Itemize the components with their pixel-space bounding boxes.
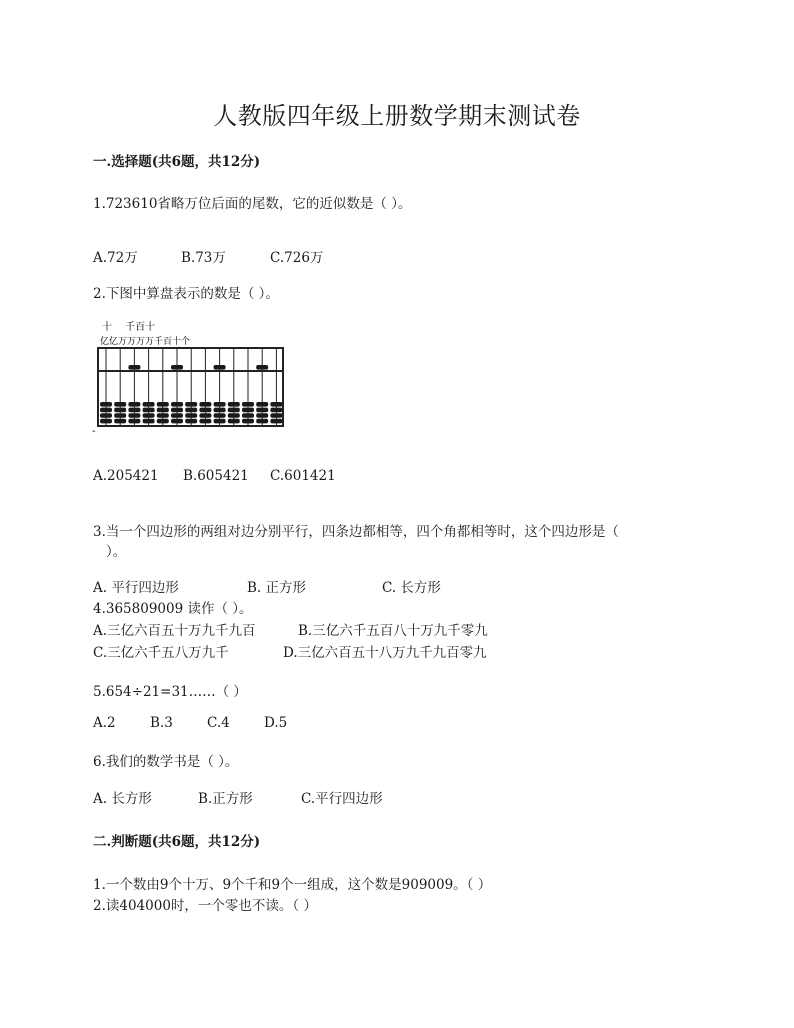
section-heading-choice: 一.选择题(共6题，共12分): [93, 154, 261, 170]
abacus-bead: [114, 408, 126, 413]
abacus-bead: [143, 419, 155, 424]
q5-option-c: C.4: [207, 715, 230, 731]
q2-option-a: A.205421: [93, 468, 159, 484]
abacus-bead: [214, 408, 226, 413]
abacus-bead: [256, 402, 268, 407]
abacus-mark: -: [92, 426, 96, 437]
abacus-bead: [256, 413, 268, 418]
abacus-upper-bead: [256, 365, 268, 370]
abacus-labels-top: 十 千百十: [102, 322, 156, 333]
question-2: 2.下图中算盘表示的数是（ ）。: [93, 286, 279, 302]
q4-option-c: C.三亿六千五八万九千: [93, 645, 229, 661]
judgement-question-2: 2.读404000时，一个零也不读。（ ）: [93, 898, 317, 914]
q4-option-d: D.三亿六百五十八万九千九百零九: [283, 645, 487, 661]
judgement-question-1: 1.一个数由9个十万、9个千和9个一组成，这个数是909009。（ ）: [93, 877, 492, 893]
q6-option-a: A. 长方形: [93, 791, 152, 807]
abacus-bead: [214, 413, 226, 418]
abacus-bead: [199, 408, 211, 413]
abacus-bead: [228, 419, 240, 424]
abacus-bead: [171, 402, 183, 407]
abacus-bead: [199, 402, 211, 407]
abacus-bead: [143, 408, 155, 413]
abacus-bead: [171, 413, 183, 418]
abacus-bead: [157, 413, 169, 418]
question-4: 4.365809009 读作（ ）。: [93, 601, 253, 617]
abacus-bead: [242, 408, 254, 413]
question-5: 5.654÷21=31……（ ）: [93, 684, 247, 700]
abacus-bead: [228, 413, 240, 418]
abacus-bead: [270, 408, 282, 413]
abacus-bead: [242, 402, 254, 407]
abacus-bead: [128, 413, 140, 418]
abacus-upper-bead: [171, 365, 183, 370]
abacus-svg: [92, 318, 292, 438]
abacus-bead: [128, 408, 140, 413]
abacus-bead: [114, 402, 126, 407]
abacus-bead: [128, 419, 140, 424]
abacus-bead: [242, 413, 254, 418]
abacus-bead: [100, 419, 112, 424]
question-3-line1: 3.当一个四边形的两组对边分别平行，四条边都相等，四个角都相等时，这个四边形是（: [93, 524, 619, 540]
abacus-bead: [256, 408, 268, 413]
abacus-bead: [100, 402, 112, 407]
abacus-bead: [270, 402, 282, 407]
q2-option-b: B.605421: [183, 468, 249, 484]
abacus-bead: [185, 419, 197, 424]
abacus-labels-bottom: 亿亿万万万万千百十个: [100, 337, 191, 347]
q5-option-a: A.2: [93, 715, 116, 731]
abacus-upper-bead: [128, 365, 140, 370]
abacus-bead: [171, 408, 183, 413]
abacus-figure: [92, 318, 292, 438]
abacus-bead: [100, 408, 112, 413]
abacus-bead: [214, 419, 226, 424]
abacus-bead: [143, 402, 155, 407]
q3-option-a: A. 平行四边形: [93, 580, 179, 596]
abacus-bead: [228, 408, 240, 413]
abacus-bead: [157, 419, 169, 424]
abacus-bead: [185, 402, 197, 407]
q5-option-b: B.3: [150, 715, 173, 731]
q1-option-a: A.72万: [93, 250, 138, 266]
abacus-bead: [256, 419, 268, 424]
q4-option-b: B.三亿六千五百八十万九千零九: [298, 623, 488, 639]
question-6: 6.我们的数学书是（ ）。: [93, 754, 239, 770]
abacus-bead: [114, 413, 126, 418]
q3-option-b: B. 正方形: [247, 580, 307, 596]
question-3-line2: ）。: [106, 544, 127, 560]
abacus-bead: [270, 413, 282, 418]
abacus-bead: [228, 402, 240, 407]
q6-option-b: B.正方形: [198, 791, 253, 807]
section-heading-judgement: 二.判断题(共6题，共12分): [93, 834, 261, 850]
q1-option-c: C.726万: [270, 250, 324, 266]
abacus-bead: [199, 419, 211, 424]
abacus-bead: [171, 419, 183, 424]
abacus-bead: [214, 402, 226, 407]
abacus-bead: [157, 408, 169, 413]
page-title: 人教版四年级上册数学期末测试卷: [213, 102, 581, 130]
q1-option-b: B.73万: [181, 250, 226, 266]
abacus-bead: [100, 413, 112, 418]
q5-option-d: D.5: [264, 715, 288, 731]
q3-option-c: C. 长方形: [382, 580, 441, 596]
abacus-bead: [270, 419, 282, 424]
abacus-bead: [128, 402, 140, 407]
q2-option-c: C.601421: [270, 468, 336, 484]
abacus-rods: [100, 349, 282, 425]
abacus-bead: [114, 419, 126, 424]
q6-option-c: C.平行四边形: [301, 791, 383, 807]
question-1: 1.723610省略万位后面的尾数，它的近似数是（ ）。: [93, 196, 412, 212]
abacus-bead: [157, 402, 169, 407]
q4-option-a: A.三亿六百五十万九千九百: [93, 623, 256, 639]
abacus-bead: [185, 413, 197, 418]
abacus-bead: [143, 413, 155, 418]
abacus-bead: [242, 419, 254, 424]
abacus-bead: [185, 408, 197, 413]
abacus-bead: [199, 413, 211, 418]
abacus-upper-bead: [214, 365, 226, 370]
